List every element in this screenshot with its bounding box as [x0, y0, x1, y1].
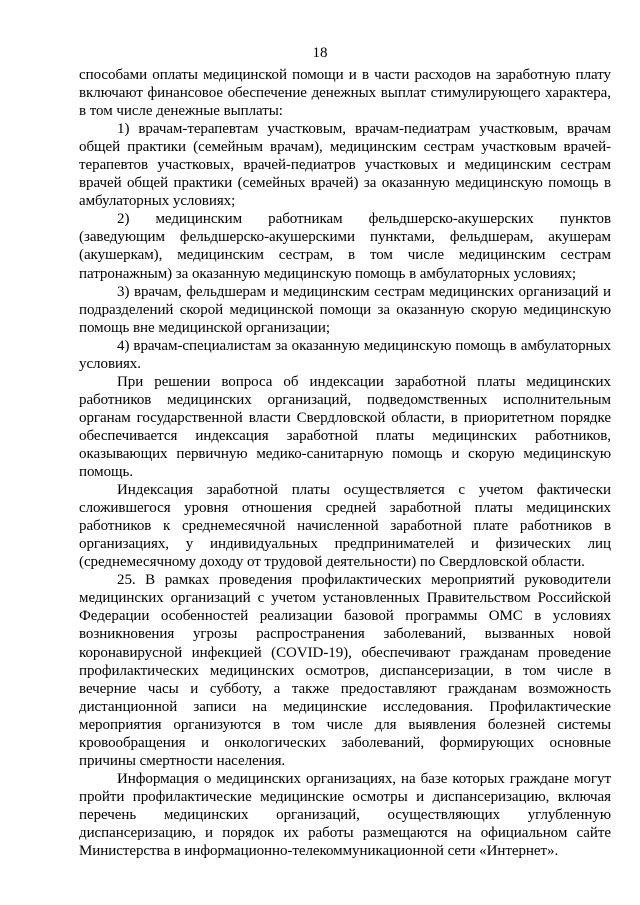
paragraph-indexation-basis: Индексация заработной платы осуществляется с учетом фактически сложившегося уровня отношения средней заработной платы медицинских работников к среднемесячной начисленной заработной плате работников в организациях, у индивидуальных предпринимателей и физических лиц (среднемесячному доходу от трудовой деятельности) по Свердловской области.	[79, 482, 611, 571]
list-item-2: 2) медицинским работникам фельдшерско-акушерских пунктов (заведующим фельдшерско-акушерскими пунктами, фельдшерам, акушерам (акушеркам), медицинским сестрам, в том числе медицинским сестрам патронажным) за оказанную медицинскую помощь в амбулаторных условиях;	[79, 211, 611, 282]
paragraph-indexation-priority: При решении вопроса об индексации заработной платы медицинских работников медицинских организаций, подведомственных исполнительным органам государственной власти Свердловской области, в приоритетном порядке обеспечивается индексация заработной платы медицинских работников, оказывающих первичную медико-санитарную помощь и скорую медицинскую помощь.	[79, 373, 611, 481]
list-item-4: 4) врачам-специалистам за оказанную медицинскую помощь в амбулаторных условиях.	[79, 337, 611, 372]
paragraph-continuation: способами оплаты медицинской помощи и в части расходов на заработную плату включают финансовое обеспечение денежных выплат стимулирующего характера, в том числе денежные выплаты:	[79, 67, 611, 120]
list-item-3: 3) врачам, фельдшерам и медицинским сестрам медицинских организаций и подразделений скорой медицинской помощи за оказанную скорую медицинскую помощь вне медицинской организации;	[79, 283, 611, 336]
list-item-1: 1) врачам-терапевтам участковым, врачам-педиатрам участковым, врачам общей практики (семейным врачам), медицинским сестрам участковым врачей-терапевтов участковых, врачей-педиатров участковых и медицинским сестрам врачей общей практики (семейных врачей) за оказанную медицинскую помощь в амбулаторных условиях;	[79, 121, 611, 210]
document-body	[79, 66, 611, 860]
paragraph-information: Информация о медицинских организациях, на базе которых граждане могут пройти профилактические медицинские осмотры и диспансеризацию, включая перечень медицинских организаций, осуществляющих углубленную диспансеризацию, и порядок их работы размещаются на официальном сайте Министерства в информационно-телекоммуникационной сети «Интернет».	[79, 770, 611, 860]
section-25: 25. В рамках проведения профилактических мероприятий руководители медицинских организаций с учетом установленных Правительством Российской Федерации особенностей реализации базовой программы ОМС в условиях возникновения угрозы распространения заболеваний, вызванных новой коронавирусной инфекцией (COVID-19), обеспечивают гражданам проведение профилактических медицинских осмотров, диспансеризации, в том числе в вечерние часы и субботу, а также предоставляют гражданам возможность дистанционной записи на медицинские исследования. Профилактические мероприятия организуются в том числе для выявления болезней системы кровообращения и онкологических заболеваний, формирующих основные причины смертности населения.	[79, 572, 611, 769]
page-number: 18	[312, 45, 328, 61]
